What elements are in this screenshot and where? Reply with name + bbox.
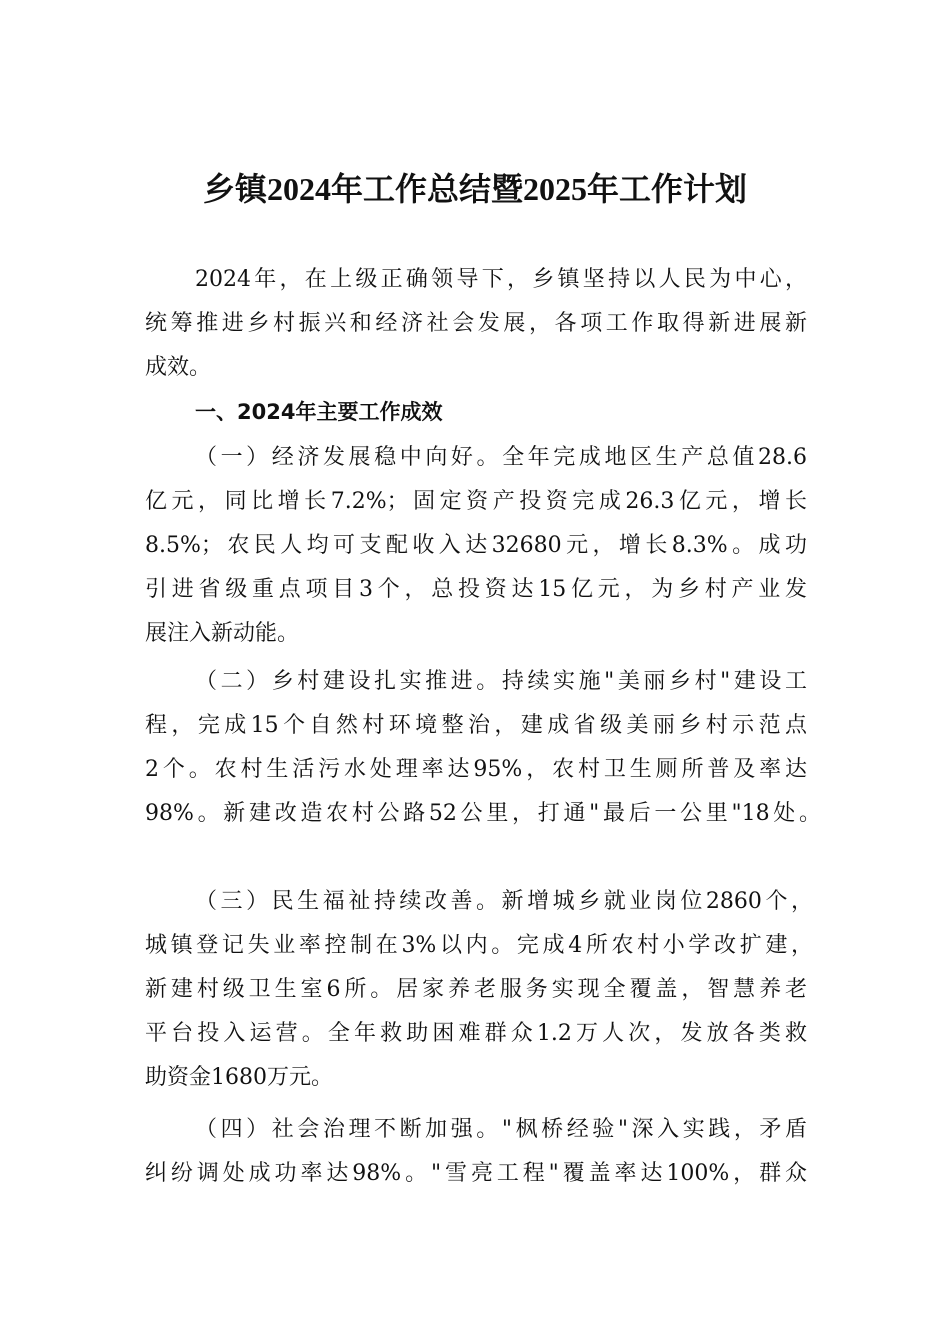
text-line: 8.5%；农民人均可支配收入达32680元，增长8.3%。成功	[145, 533, 807, 558]
text-line: 引进省级重点项目3个，总投资达15亿元，为乡村产业发	[145, 577, 807, 602]
text-line: （四）社会治理不断加强。"枫桥经验"深入实践，矛盾	[195, 1117, 807, 1142]
text-line: （三）民生福祉持续改善。新增城乡就业岗位2860个，	[195, 889, 813, 914]
text-line: （二）乡村建设扎实推进。持续实施"美丽乡村"建设工	[195, 669, 807, 694]
text-line: 城镇登记失业率控制在3%以内。完成4所农村小学改扩建，	[145, 933, 813, 958]
text-line: 程，完成15个自然村环境整治，建成省级美丽乡村示范点	[145, 713, 807, 738]
text-line: 平台投入运营。全年救助困难群众1.2万人次，发放各类救	[145, 1021, 807, 1046]
text-line: 成效。	[145, 355, 212, 380]
text-line: 2个。农村生活污水处理率达95%，农村卫生厕所普及率达	[145, 757, 807, 782]
document-title: 乡镇2024年工作总结暨2025年工作计划	[202, 171, 747, 207]
text-line: 98%。新建改造农村公路52公里，打通"最后一公里"18处。	[145, 801, 821, 826]
text-line: 统筹推进乡村振兴和经济社会发展，各项工作取得新进展新	[145, 311, 807, 336]
text-line: 展注入新动能。	[145, 621, 300, 646]
text-line: （一）经济发展稳中向好。全年完成地区生产总值28.6	[195, 445, 807, 470]
section-heading: 一、2024年主要工作成效	[195, 400, 443, 424]
text-line: 新建村级卫生室6所。居家养老服务实现全覆盖，智慧养老	[145, 977, 807, 1002]
text-line: 2024年，在上级正确领导下，乡镇坚持以人民为中心，	[195, 267, 807, 292]
text-line: 亿元，同比增长7.2%；固定资产投资完成26.3亿元，增长	[145, 489, 807, 514]
text-line: 助资金1680万元。	[145, 1065, 333, 1090]
text-line: 纠纷调处成功率达98%。"雪亮工程"覆盖率达100%，群众	[145, 1161, 807, 1186]
